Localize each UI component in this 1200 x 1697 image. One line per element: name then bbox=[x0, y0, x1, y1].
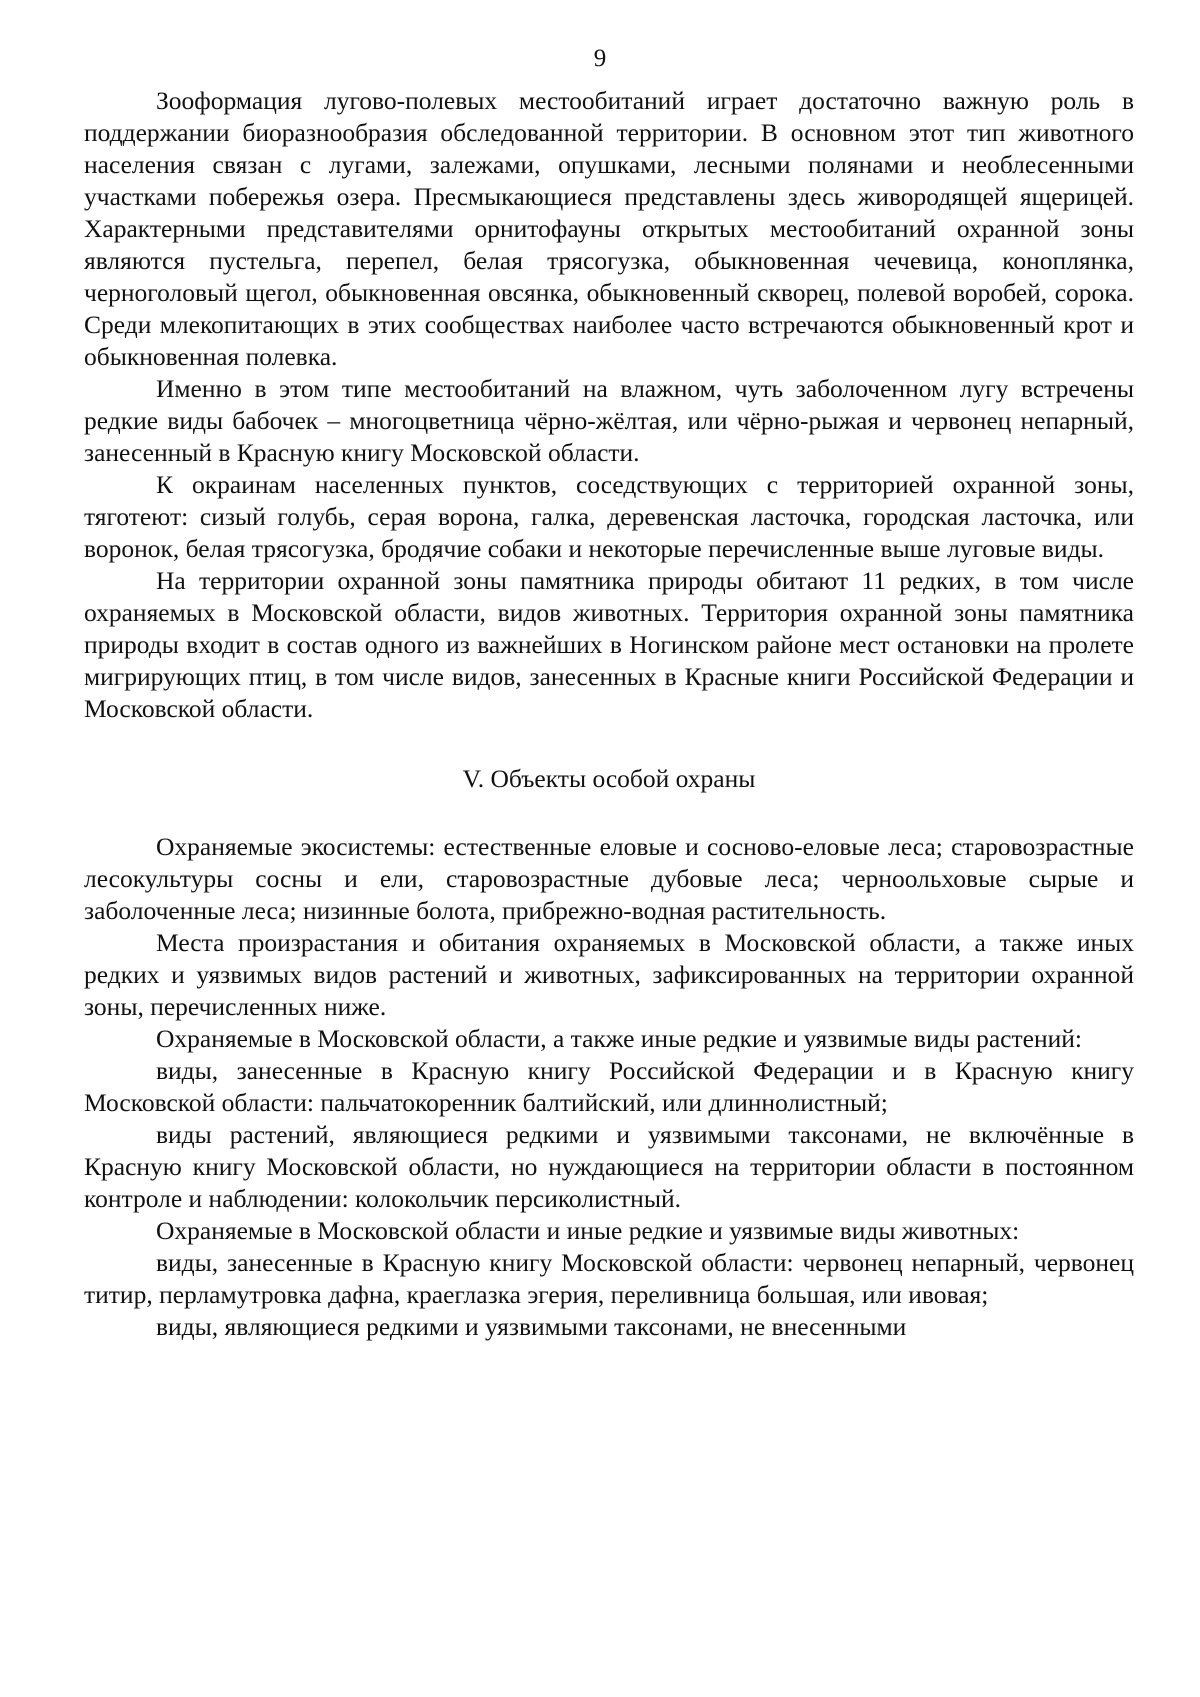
paragraph: виды, занесенные в Красную книгу Российской Федерации и в Красную книгу Московской области: пальчатокоренник балтийский, или длиннолистный; bbox=[84, 1056, 1134, 1117]
document-body bbox=[84, 85, 1134, 1343]
page-number: 9 bbox=[593, 45, 607, 72]
paragraph: К окраинам населенных пунктов, соседствующих с территорией охранной зоны, тяготеют: сизый голубь, серая ворона, галка, деревенская ласточка, городская ласточка, или воронок, белая трясогузка, бродячие собаки и некоторые перечисленные выше луговые виды. bbox=[84, 470, 1134, 563]
paragraph: виды растений, являющиеся редкими и уязвимыми таксонами, не включённые в Красную книгу Московской области, но нуждающиеся на территории области в постоянном контроле и наблюдении: колокольчик персиколистный. bbox=[84, 1120, 1134, 1213]
paragraph: виды, занесенные в Красную книгу Московской области: червонец непарный, червонец титир, перламутровка дафна, краеглазка эгерия, переливница большая, или ивовая; bbox=[84, 1248, 1134, 1309]
paragraph: Охраняемые экосистемы: естественные еловые и сосново-еловые леса; старовозрастные лесокультуры сосны и ели, старовозрастные дубовые леса; черноольховые сырые и заболоченные леса; низинные болота, прибрежно-водная растительность. bbox=[84, 832, 1134, 925]
paragraph: Охраняемые в Московской области и иные редкие и уязвимые виды животных: bbox=[156, 1216, 1020, 1245]
paragraph: Именно в этом типе местообитаний на влажном, чуть заболоченном лугу встречены редкие виды бабочек – многоцветница чёрно-жёлтая, или чёрно-рыжая и червонец непарный, занесенный в Красную книгу Московской области. bbox=[84, 374, 1134, 467]
paragraph: Места произрастания и обитания охраняемых в Московской области, а также иных редких и уязвимых видов растений и животных, зафиксированных на территории охранной зоны, перечисленных ниже. bbox=[84, 928, 1134, 1021]
section-heading: V. Объекты особой охраны bbox=[462, 764, 756, 793]
paragraph: Охраняемые в Московской области, а также иные редкие и уязвимые виды растений: bbox=[156, 1024, 1082, 1053]
paragraph: виды, являющиеся редкими и уязвимыми таксонами, не внесенными bbox=[156, 1312, 907, 1341]
paragraph: На территории охранной зоны памятника природы обитают 11 редких, в том числе охраняемых в Московской области, видов животных. Территория охранной зоны памятника природы входит в состав одного из важнейших в Ногинском районе мест остановки на пролете мигрирующих птиц, в том числе видов, занесенных в Красные книги Российской Федерации и Московской области. bbox=[84, 566, 1134, 723]
paragraph: Зооформация лугово-полевых местообитаний играет достаточно важную роль в поддержании биоразнообразия обследованной территории. В основном этот тип животного населения связан с лугами, залежами, опушками, лесными полянами и необлесенными участками побережья озера. Пресмыкающиеся представлены здесь живородящей ящерицей. Характерными представителями орнитофауны открытых местообитаний охранной зоны являются пустельга, перепел, белая трясогузка, обыкновенная чечевица, коноплянка, черноголовый щегол, обыкновенная овсянка, обыкновенный скворец, полевой воробей, сорока. Среди млекопитающих в этих сообществах наиболее часто встречаются обыкновенный крот и обыкновенная полевка. bbox=[84, 86, 1134, 371]
